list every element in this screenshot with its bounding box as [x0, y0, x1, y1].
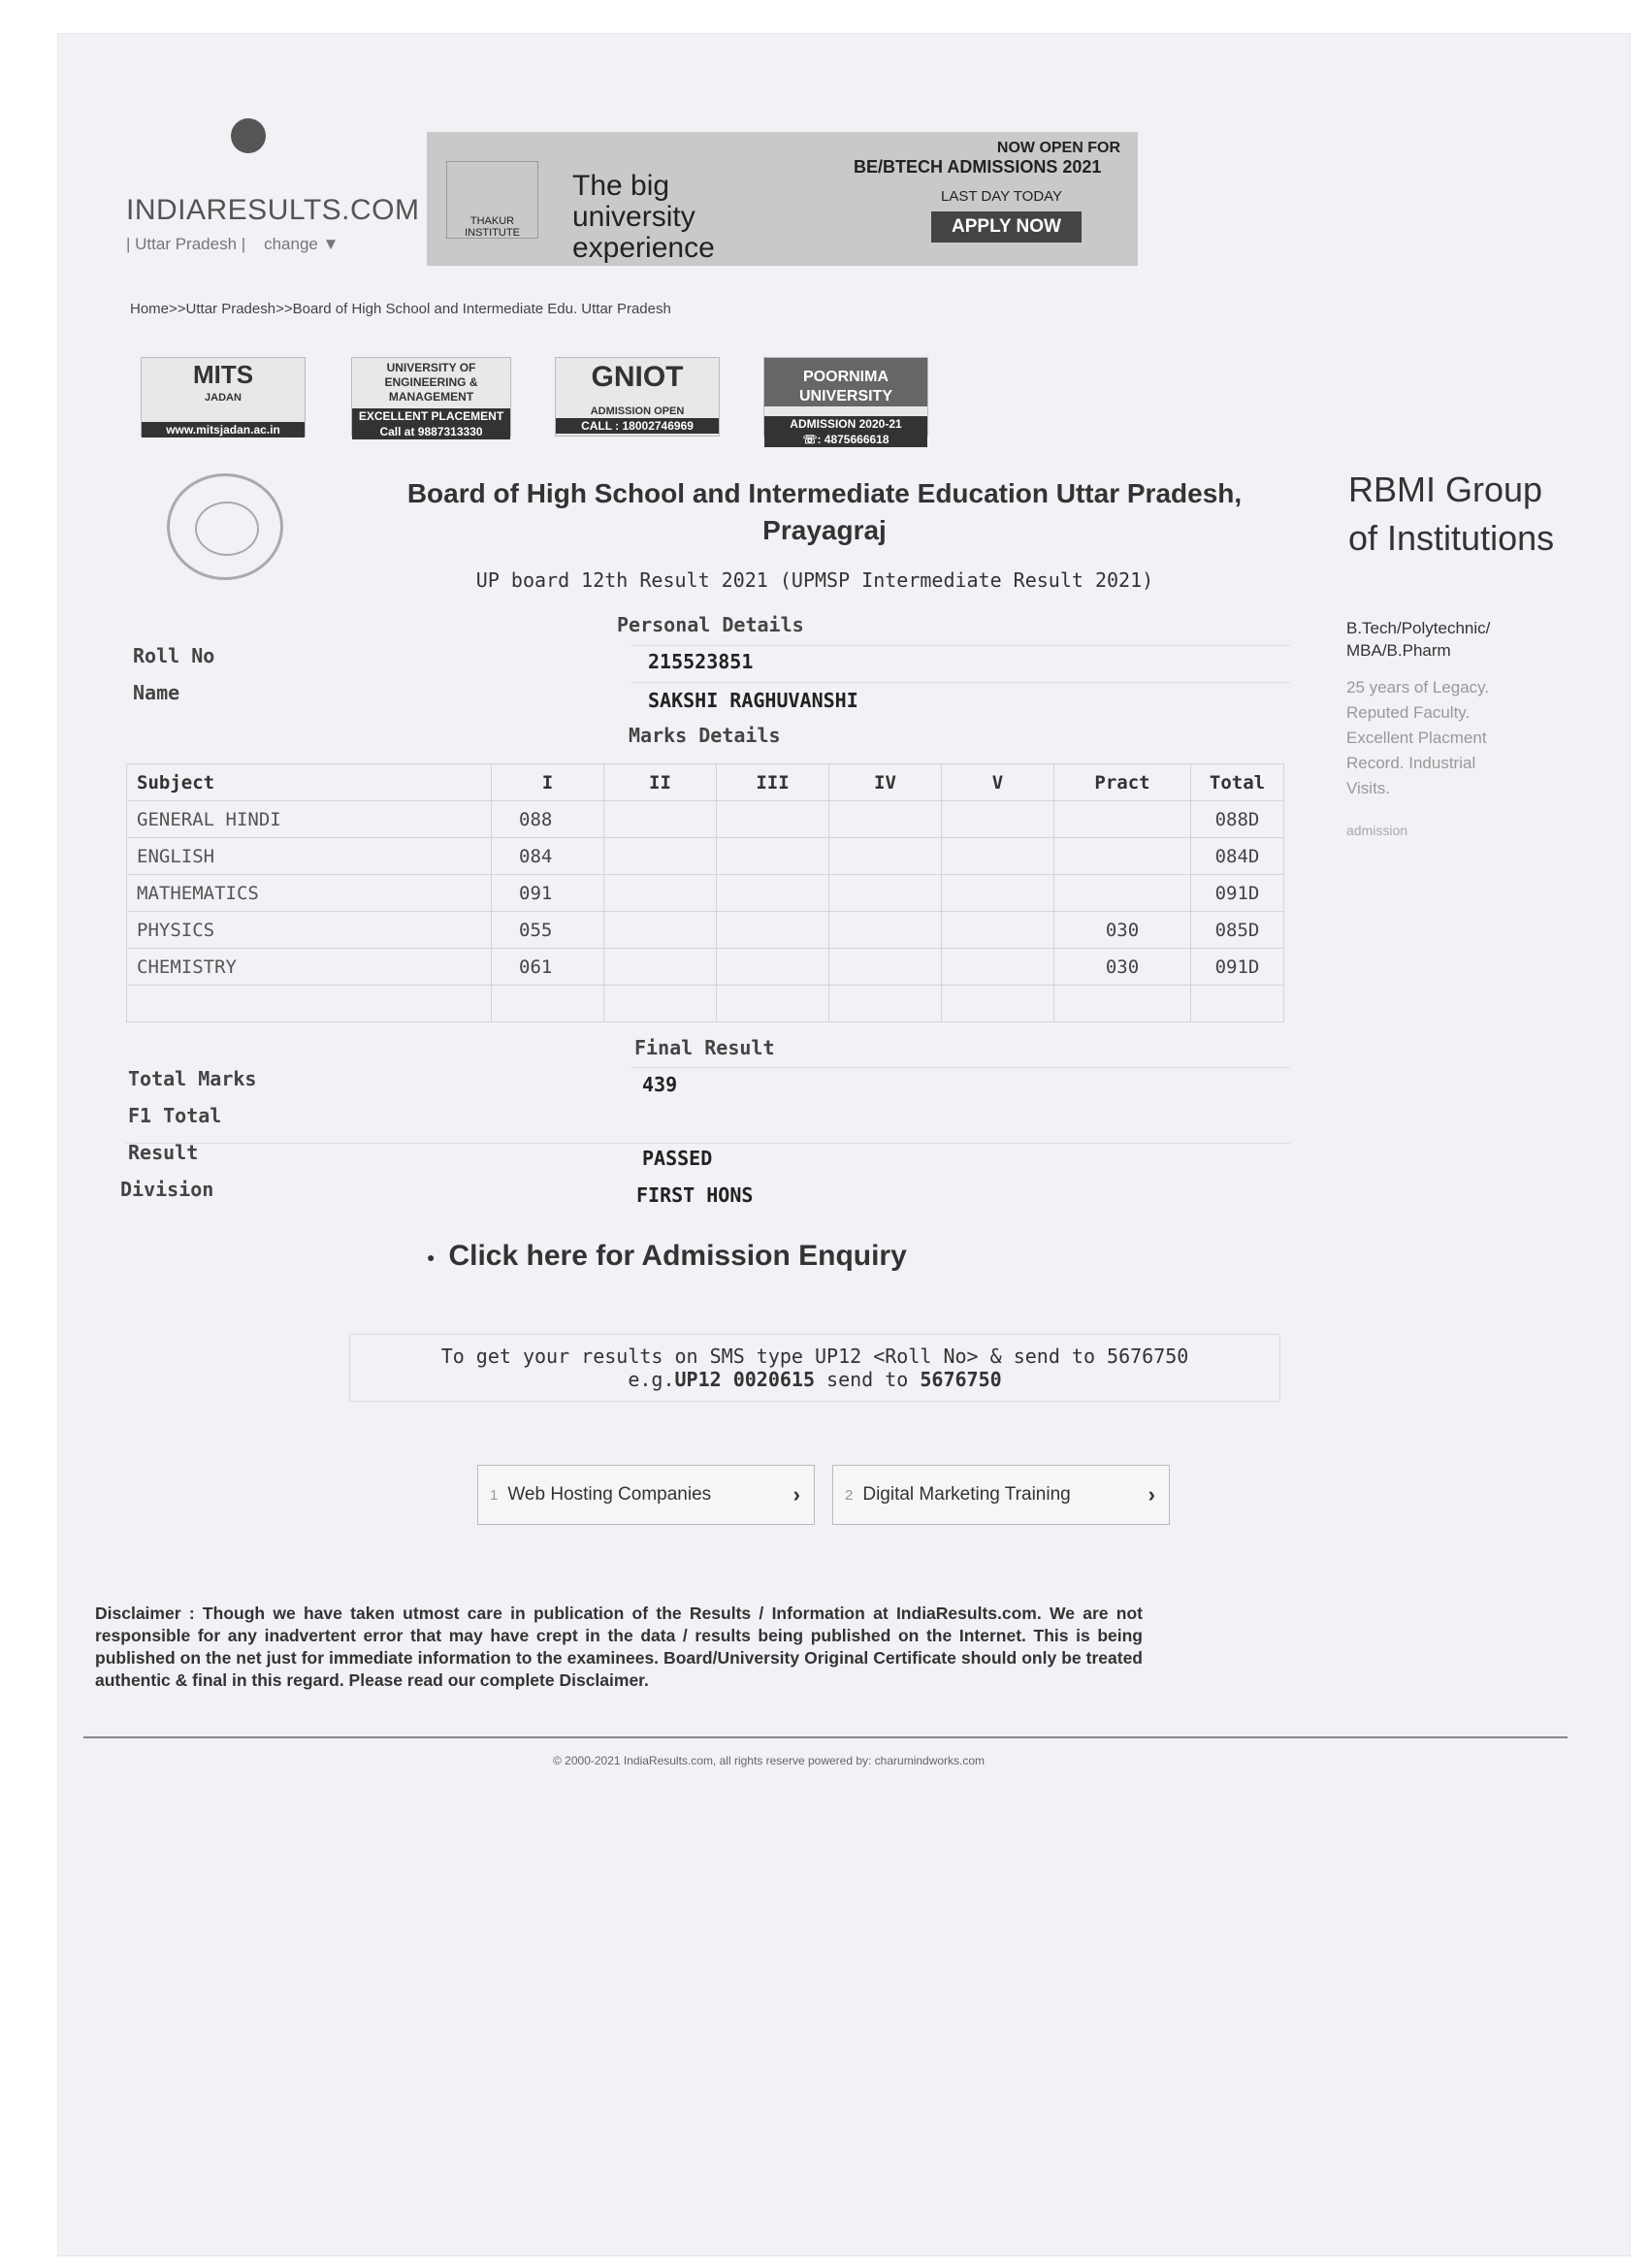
link-number: 1 [490, 1487, 499, 1504]
site-logo-icon [231, 118, 266, 153]
table-row [127, 949, 1284, 986]
sidebar-ad-courses: B.Tech/Polytechnic/ MBA/B.Pharm [1346, 619, 1491, 660]
sms-line-2 [350, 1368, 1279, 1391]
marks-iv-cell [829, 838, 942, 875]
marks-i-cell: 061 [492, 949, 604, 986]
total-cell: 091D [1191, 875, 1284, 912]
table-row-empty [127, 986, 1284, 1022]
table-row [127, 875, 1284, 912]
marks-ii-cell [604, 949, 717, 986]
final-result-heading: Final Result [634, 1036, 775, 1059]
marks-iii-cell [717, 949, 829, 986]
institute-line2: ADMISSION OPEN [590, 405, 685, 417]
marks-v-cell [942, 838, 1054, 875]
result-subtitle: UP board 12th Result 2021 (UPMSP Intermediate Result 2021) [475, 568, 1154, 592]
total-marks-label: Total Marks [128, 1067, 257, 1090]
total-cell: 091D [1191, 949, 1284, 986]
institute-ad-mits[interactable] [141, 357, 306, 437]
institute-name: MITS [192, 360, 254, 389]
f1-total-label: F1 Total [128, 1104, 222, 1127]
disclaimer-text: Disclaimer : Though we have taken utmost care in publication of the Results / Information at IndiaResults.com. We are not responsible for any inadvertent error that may have crept in the data / results being published on the Internet. This is being published on the net just for immediate information to the examinees. Board/University Original Certificate should only be treated authentic & final in this regard. Please read our complete Disclaimer. [95, 1604, 1143, 1690]
banner-now-open: NOW OPEN FOR [996, 140, 1120, 156]
state-label: | Uttar Pradesh | [126, 235, 246, 253]
marks-ii-cell [604, 838, 717, 875]
roll-no-label: Roll No [133, 644, 215, 667]
pract-cell: 030 [1054, 912, 1191, 949]
sidebar-ad-link[interactable]: admission [1346, 823, 1408, 838]
institute-ad-uem[interactable] [351, 357, 511, 437]
pract-cell: 030 [1054, 949, 1191, 986]
marks-ii-cell [604, 875, 717, 912]
result-value: PASSED [642, 1147, 713, 1170]
table-row [127, 838, 1284, 875]
change-state-link[interactable]: change ▼ [264, 235, 340, 253]
divider [630, 645, 1290, 646]
breadcrumb[interactable]: Home>>Uttar Pradesh>>Board of High School and Intermediate Edu. Uttar Pradesh [130, 301, 671, 317]
board-title: Board of High School and Intermediate Education Uttar Pradesh, Prayagraj [406, 478, 1243, 545]
marks-v-cell [942, 875, 1054, 912]
admission-enquiry-link[interactable] [427, 1240, 907, 1273]
total-cell: 085D [1191, 912, 1284, 949]
division-label: Division [120, 1178, 214, 1201]
divider [630, 682, 1290, 683]
marks-i-cell: 088 [492, 801, 604, 838]
institute-line3: Call at 9887313330 [352, 424, 510, 439]
col-v: V [942, 764, 1054, 801]
subject-cell: PHYSICS [127, 912, 492, 949]
divider [126, 1143, 1290, 1144]
banner-last-day: LAST DAY TODAY [941, 188, 1063, 205]
marks-v-cell [942, 801, 1054, 838]
institute-line2: ADMISSION 2020-21 [764, 416, 927, 432]
col-iii: III [717, 764, 829, 801]
institute-line3: ☏: 4875666618 [764, 432, 927, 447]
bullet-icon: ● [427, 1249, 436, 1266]
banner-headline: The big university experience [572, 170, 715, 264]
table-row [127, 801, 1284, 838]
admission-enquiry-label: Click here for Admission Enquiry [448, 1240, 907, 1272]
marks-i-cell: 055 [492, 912, 604, 949]
institute-line3: www.mitsjadan.ac.in [142, 422, 305, 437]
sidebar-ad-description: 25 years of Legacy. Reputed Faculty. Excellent Placment Record. Industrial Visits. [1346, 678, 1490, 797]
board-seal-icon [167, 473, 283, 580]
institute-line2: EXCELLENT PLACEMENT [352, 408, 510, 424]
marks-iii-cell [717, 912, 829, 949]
pract-cell [1054, 875, 1191, 912]
col-ii: II [604, 764, 717, 801]
subject-cell: CHEMISTRY [127, 949, 492, 986]
pract-cell [1054, 838, 1191, 875]
roll-no-value: 215523851 [648, 650, 754, 673]
marks-header-row [127, 764, 1284, 801]
total-marks-value: 439 [642, 1073, 678, 1096]
sms-example-mid: send to [815, 1368, 921, 1391]
chevron-right-icon: › [1148, 1482, 1155, 1507]
link-number: 2 [845, 1487, 854, 1504]
institute-ad-gniot[interactable] [555, 357, 720, 437]
pract-cell [1054, 801, 1191, 838]
banner-ad[interactable] [427, 132, 1138, 266]
marks-iv-cell [829, 875, 942, 912]
site-logo[interactable]: INDIARESULTS.COM [126, 194, 420, 226]
subject-cell: MATHEMATICS [127, 875, 492, 912]
marks-iv-cell [829, 801, 942, 838]
marks-iii-cell [717, 875, 829, 912]
footer-divider [83, 1736, 1568, 1738]
banner-institute-logo: THAKUR INSTITUTE [446, 161, 538, 239]
web-hosting-link[interactable] [477, 1465, 815, 1525]
banner-apply-button[interactable]: APPLY NOW [931, 211, 1082, 243]
name-value: SAKSHI RAGHUVANSHI [648, 689, 858, 712]
total-cell: 088D [1191, 801, 1284, 838]
chevron-right-icon: › [792, 1482, 800, 1507]
sms-instructions [349, 1334, 1280, 1402]
institute-line3: CALL : 18002746969 [556, 418, 719, 434]
sms-example-number: 5676750 [920, 1368, 1002, 1391]
link-label: Web Hosting Companies [507, 1484, 712, 1505]
institute-ad-poornima[interactable] [763, 357, 928, 446]
institute-line2: JADAN [205, 392, 242, 404]
division-value: FIRST HONS [636, 1183, 754, 1207]
institute-name: GNIOT [591, 361, 684, 393]
marks-iv-cell [829, 949, 942, 986]
link-label: Digital Marketing Training [862, 1484, 1071, 1505]
marks-i-cell: 091 [492, 875, 604, 912]
marks-ii-cell [604, 912, 717, 949]
digital-marketing-link[interactable] [832, 1465, 1170, 1525]
col-i: I [492, 764, 604, 801]
col-pract: Pract [1054, 764, 1191, 801]
total-cell: 084D [1191, 838, 1284, 875]
marks-iii-cell [717, 801, 829, 838]
divider [630, 1067, 1290, 1068]
name-label: Name [133, 681, 180, 704]
banner-admissions: BE/BTECH ADMISSIONS 2021 [854, 157, 1102, 177]
marks-v-cell [942, 949, 1054, 986]
sms-example-prefix: e.g. [628, 1368, 675, 1391]
subject-cell: GENERAL HINDI [127, 801, 492, 838]
marks-ii-cell [604, 801, 717, 838]
result-label: Result [128, 1141, 199, 1164]
marks-v-cell [942, 912, 1054, 949]
sms-example-code: UP12 0020615 [674, 1368, 815, 1391]
marks-details-heading: Marks Details [629, 724, 781, 747]
marks-iv-cell [829, 912, 942, 949]
col-iv: IV [829, 764, 942, 801]
sidebar-ad-title[interactable]: RBMI Group of Institutions [1348, 470, 1555, 558]
sms-line-1: To get your results on SMS type UP12 <Roll No> & send to 5676750 [440, 1345, 1189, 1368]
marks-iii-cell [717, 838, 829, 875]
subject-cell: ENGLISH [127, 838, 492, 875]
col-total: Total [1191, 764, 1284, 801]
institute-name: UNIVERSITY OF ENGINEERING & MANAGEMENT [384, 361, 478, 404]
col-subject: Subject [127, 764, 492, 801]
state-selector[interactable] [126, 235, 339, 254]
institute-name: POORNIMA UNIVERSITY [764, 358, 927, 406]
table-row [127, 912, 1284, 949]
marks-table [126, 763, 1284, 1022]
marks-i-cell: 084 [492, 838, 604, 875]
copyright-text: © 2000-2021 IndiaResults.com, all rights reserve powered by: charumindworks.com [553, 1754, 986, 1767]
personal-details-heading: Personal Details [617, 613, 804, 636]
